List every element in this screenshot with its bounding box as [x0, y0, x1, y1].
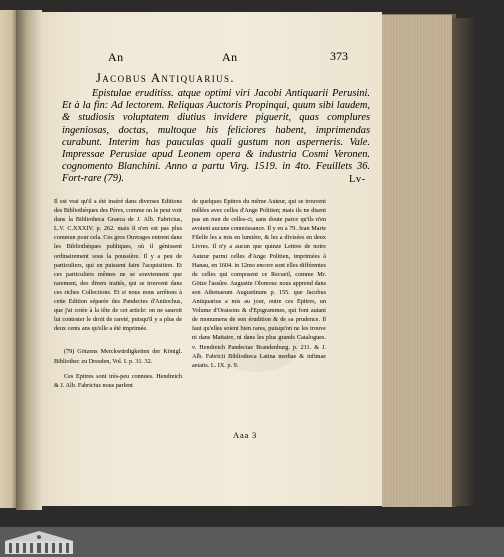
right-column-paragraph: de quelques Epitres du même Auteur, qui se trouvent mêlées avec celles d'Ange Politien; mais ils ne disent pas un mot de celles-ci, sans doute parce qu'ils n'en avoient aucune connoissance. Il y en a 79. Jean Marie Filelfe les a mis en lumière, & les a divisées en deux Livres. Il n'y a aucun que quinze Lettres de notre Auteur parmi celles d'Ange Politien, imprimées à Hanau, en 1604. in 12mo encore sont elles différentes de celles qui composent ce Recueil, comme Mr. Götze l'assûre. Augustin Olomouc nous apprend dans son Athenaeum Augustinum p. 155. que Jacobus Antiquarius a mis au jour, outre ces Epitres, un Volume d'Oraisons & d'Epigrammes, qui font autant de monumens de son érudition & de sa prudence. Il faut qu'elles soient bien rares, puisqu'on ne les trouve ni dans Mattaire, ni dans les plus grands Catalogues. v. Hendreich Pandectae Brandenburg. p. 211. & J. Alb. Fabricii Bibliotheca Latina mediae & infimae aetatis. L. IX. p. 9.	[192, 198, 326, 369]
page-block-edge	[382, 14, 456, 507]
section-title: Jacobus Antiquarius.	[96, 71, 235, 85]
library-building-logo-icon	[4, 529, 74, 555]
running-header-middle: An	[222, 50, 238, 64]
left-column-paragraph-1: Il est vrai qu'il a été inséré dans diverses Editions des Bibliothèques des Pères, comme on le peut voir dans la Bibliotheca Graeca de J. Alb. Fabricius, L.V. C.XXXIV. p. 262. mais il n'en est pas plus commun pour cela. Ces gros Ouvrages entrent dans les Bibliothèques publiques, où il génissent ordinairement sous la poussière. Il y a peu de particuliers, qui en puissent faire l'acquisition. Et ces particuliers mêmes ne se souviennent que rarement, des divers traités, qui se trouvent dans ces riches Collections. Et si nous nous arrêtons à cette Edition séparée des Pandectes d'Antiochus, que j'ai cotée à la tête de cet article: on ne sauroit lui contester le droit de rareté, puisqu'il y a plus de deux cents ans qu'elle a été imprimée.	[54, 198, 182, 333]
catchword: Lv-	[349, 174, 366, 185]
page-number: 373	[330, 49, 348, 63]
footer-bar	[0, 527, 504, 557]
book-gutter	[16, 10, 42, 510]
left-column	[54, 197, 182, 390]
page-edge-shadow	[452, 18, 476, 506]
left-page-edge	[0, 10, 17, 508]
left-column-paragraph-2: Ces Epitres sont très-peu connues. Hendreich & J. Alb. Fabricius nous parlent	[54, 372, 182, 389]
right-column	[192, 197, 326, 370]
lead-text: Epistulae eruditiss. atque optimi viri Jacobi Antiquarii Perusini. Et à la fin: Ad lectorem. Reliquas Auctoris Propinqui, quum sibi laudem, & studiosis voluptatem diutius invidere piguerit, quas complures ingeniosas, doctas, multoque his feliciores habent, imprimendas curabunt. Interim has pauculas quali gustum non asperneris. Vale. Impressae Perusiae apud Leonem opera & industria Cosmi Veronen. cognomento Blanchini. Anno a partu Virg. 1519. in 4to. Feuillets 36. Fort-rare (79).	[62, 88, 370, 185]
lead-paragraph	[62, 88, 370, 186]
footnote-79: (79) Götzens Merckwürdigkeiten der Königl. Bibliothec zu Dresden, Vol. I. p. 31. 32.	[54, 348, 182, 365]
running-header-left: An	[108, 50, 124, 64]
signature-mark: Aaa 3	[233, 430, 258, 440]
